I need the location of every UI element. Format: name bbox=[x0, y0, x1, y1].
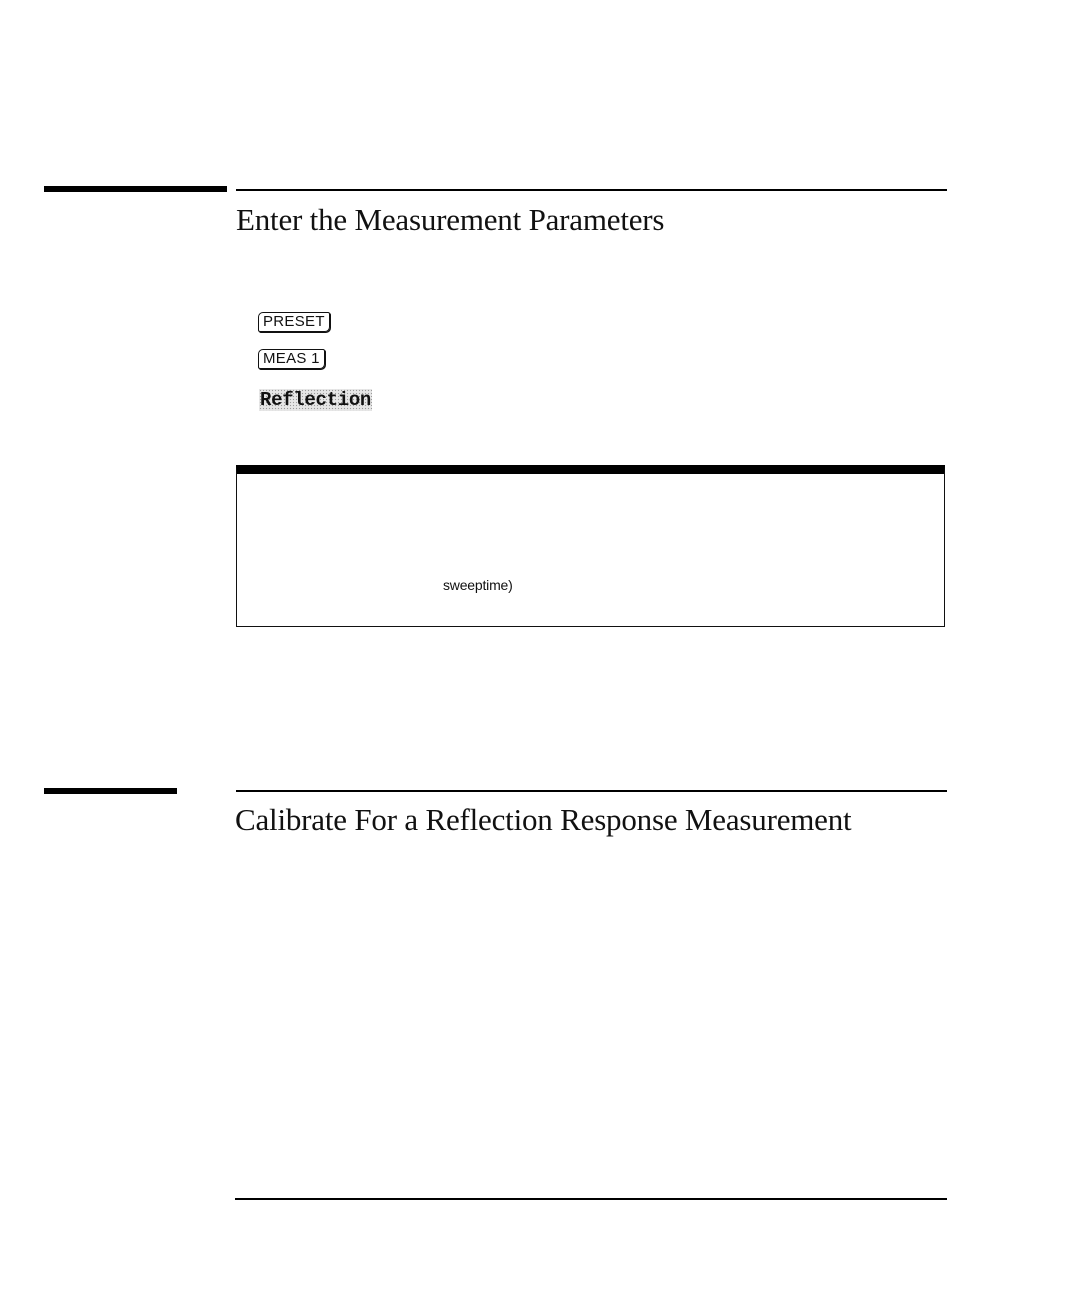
meas-1-key[interactable]: MEAS 1 bbox=[258, 349, 325, 369]
section-heading: Enter the Measurement Parameters bbox=[236, 202, 665, 237]
section-divider bbox=[236, 189, 947, 191]
preset-key[interactable]: PRESET bbox=[258, 312, 330, 332]
page-footer-rule bbox=[235, 1198, 947, 1200]
section-heading: Calibrate For a Reflection Response Measurement bbox=[235, 802, 852, 837]
reflection-softkey[interactable]: Reflection bbox=[260, 389, 372, 411]
section-divider bbox=[236, 790, 947, 792]
note-text: sweeptime) bbox=[443, 577, 513, 593]
section-marker-bar bbox=[44, 186, 227, 192]
section-marker-bar bbox=[44, 788, 177, 794]
note-box bbox=[236, 465, 945, 627]
